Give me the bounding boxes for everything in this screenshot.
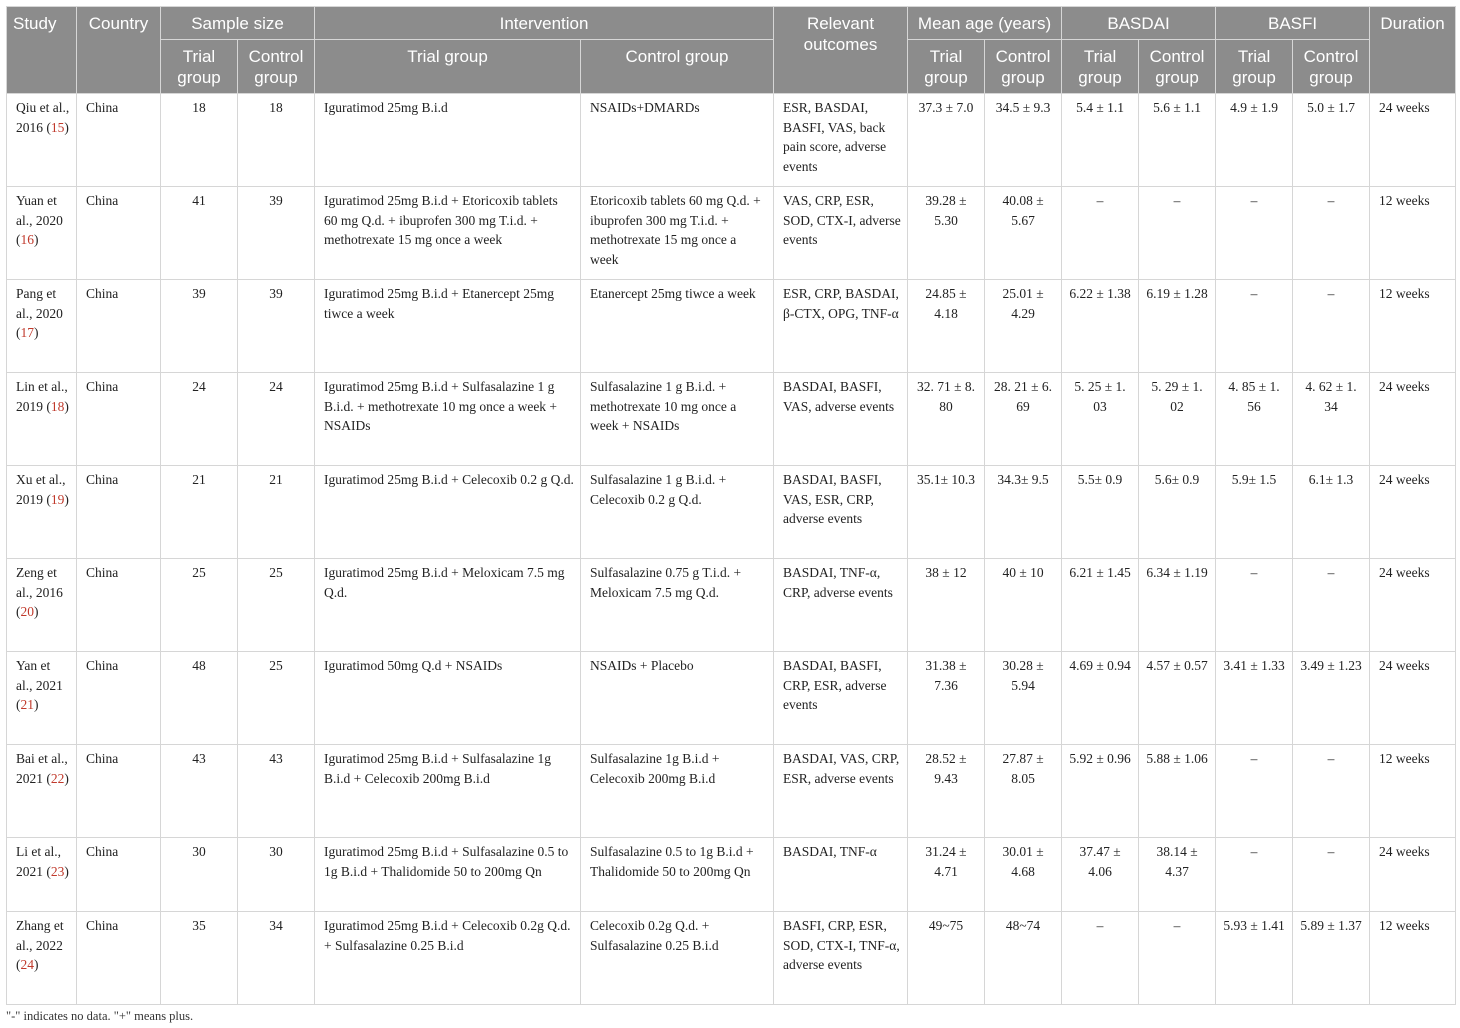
cell-relevant-outcomes: BASDAI, TNF-α, CRP, adverse events: [774, 559, 908, 652]
cell-country: China: [77, 373, 161, 466]
cell-control-intervention: Sulfasalazine 1 g B.i.d. + methotrexate 10 mg once a week + NSAIDs: [581, 373, 774, 466]
header-duration: Duration: [1370, 7, 1456, 94]
cell-country: China: [77, 838, 161, 912]
cell-trial-sample-size: 25: [161, 559, 238, 652]
cell-trial-sample-size: 41: [161, 187, 238, 280]
header-mean-age: Mean age (years): [908, 7, 1062, 40]
cell-study: Bai et al., 2021 (22): [7, 745, 77, 838]
cell-control-intervention: Sulfasalazine 1 g B.i.d. + Celecoxib 0.2 g Q.d.: [581, 466, 774, 559]
reference-link[interactable]: 22: [50, 770, 65, 786]
cell-relevant-outcomes: BASDAI, BASFI, CRP, ESR, adverse events: [774, 652, 908, 745]
header-basdai-trial: Trial group: [1062, 40, 1139, 94]
cell-trial-mean-age: 38 ± 12: [908, 559, 985, 652]
study-name: Zhang et al., 2022: [16, 918, 64, 953]
cell-duration: 24 weeks: [1370, 838, 1456, 912]
cell-trial-sample-size: 24: [161, 373, 238, 466]
table-row: [7, 559, 1456, 652]
header-basdai: BASDAI: [1062, 7, 1216, 40]
cell-trial-intervention: Iguratimod 25mg B.i.d + Sulfasalazine 1 g B.i.d. + methotrexate 10 mg once a week + NSAIDs: [315, 373, 581, 466]
cell-duration: 12 weeks: [1370, 912, 1456, 1005]
cell-trial-intervention: Iguratimod 25mg B.i.d + Meloxicam 7.5 mg Q.d.: [315, 559, 581, 652]
cell-trial-intervention: Iguratimod 25mg B.i.d + Celecoxib 0.2g Q.d. + Sulfasalazine 0.25 B.i.d: [315, 912, 581, 1005]
header-relevant-outcomes: Relevant outcomes: [774, 7, 908, 94]
cell-control-basfi: –: [1293, 280, 1370, 373]
cell-study: Zhang et al., 2022 (24): [7, 912, 77, 1005]
cell-control-mean-age: 40.08 ± 5.67: [985, 187, 1062, 280]
header-country: Country: [77, 7, 161, 94]
cell-trial-mean-age: 32. 71 ± 8. 80: [908, 373, 985, 466]
cell-study: Qiu et al., 2016 (15): [7, 94, 77, 187]
header-intervention: Intervention: [315, 7, 774, 40]
cell-duration: 12 weeks: [1370, 187, 1456, 280]
header-row-2: [7, 40, 1456, 94]
header-intervention-trial: Trial group: [315, 40, 581, 94]
cell-country: China: [77, 652, 161, 745]
cell-control-basdai: 5.88 ± 1.06: [1139, 745, 1216, 838]
cell-control-intervention: Celecoxib 0.2g Q.d. + Sulfasalazine 0.25 B.i.d: [581, 912, 774, 1005]
cell-trial-mean-age: 35.1± 10.3: [908, 466, 985, 559]
cell-control-sample-size: 43: [238, 745, 315, 838]
cell-trial-basdai: –: [1062, 187, 1139, 280]
reference-link[interactable]: 24: [20, 957, 34, 972]
cell-control-sample-size: 24: [238, 373, 315, 466]
cell-trial-basfi: –: [1216, 280, 1293, 373]
cell-control-basdai: 6.19 ± 1.28: [1139, 280, 1216, 373]
header-basfi-trial: Trial group: [1216, 40, 1293, 94]
cell-control-sample-size: 39: [238, 280, 315, 373]
header-basfi-control: Control group: [1293, 40, 1370, 94]
cell-trial-intervention: Iguratimod 25mg B.i.d + Sulfasalazine 1g B.i.d + Celecoxib 200mg B.i.d: [315, 745, 581, 838]
table-container: [6, 6, 1455, 1005]
cell-country: China: [77, 559, 161, 652]
header-basdai-control: Control group: [1139, 40, 1216, 94]
cell-control-intervention: Sulfasalazine 0.75 g T.i.d. + Meloxicam 7.5 mg Q.d.: [581, 559, 774, 652]
cell-control-mean-age: 28. 21 ± 6. 69: [985, 373, 1062, 466]
cell-trial-intervention: Iguratimod 25mg B.i.d + Etoricoxib tablets 60 mg Q.d. + ibuprofen 300 mg T.i.d. + methotrexate 15 mg once a week: [315, 187, 581, 280]
cell-trial-intervention: Iguratimod 50mg Q.d + NSAIDs: [315, 652, 581, 745]
cell-control-sample-size: 39: [238, 187, 315, 280]
cell-relevant-outcomes: ESR, BASDAI, BASFI, VAS, back pain score, adverse events: [774, 94, 908, 187]
cell-study: Lin et al., 2019 (18): [7, 373, 77, 466]
reference-link[interactable]: 23: [50, 863, 65, 879]
cell-control-intervention: NSAIDs + Placebo: [581, 652, 774, 745]
cell-relevant-outcomes: ESR, CRP, BASDAI, β-CTX, OPG, TNF-α: [774, 280, 908, 373]
study-name: Pang et al., 2020: [16, 286, 63, 321]
reference-link[interactable]: 15: [50, 119, 65, 135]
cell-control-mean-age: 25.01 ± 4.29: [985, 280, 1062, 373]
cell-trial-basdai: 5.5± 0.9: [1062, 466, 1139, 559]
study-name: Zeng et al., 2016: [16, 565, 63, 600]
table-row: [7, 652, 1456, 745]
cell-control-mean-age: 48~74: [985, 912, 1062, 1005]
table-row: [7, 373, 1456, 466]
cell-trial-sample-size: 21: [161, 466, 238, 559]
table-row: [7, 94, 1456, 187]
cell-country: China: [77, 745, 161, 838]
cell-control-basdai: 5.6 ± 1.1: [1139, 94, 1216, 187]
header-age-trial: Trial group: [908, 40, 985, 94]
cell-control-intervention: Etoricoxib tablets 60 mg Q.d. + ibuprofen 300 mg T.i.d. + methotrexate 15 mg once a week: [581, 187, 774, 280]
cell-control-intervention: Sulfasalazine 0.5 to 1g B.i.d + Thalidomide 50 to 200mg Qn: [581, 838, 774, 912]
cell-control-sample-size: 25: [238, 559, 315, 652]
reference-link[interactable]: 19: [50, 491, 65, 507]
cell-study: Pang et al., 2020 (17): [7, 280, 77, 373]
cell-trial-mean-age: 37.3 ± 7.0: [908, 94, 985, 187]
cell-control-sample-size: 21: [238, 466, 315, 559]
cell-control-basdai: 5.6± 0.9: [1139, 466, 1216, 559]
cell-trial-basfi: –: [1216, 745, 1293, 838]
cell-duration: 24 weeks: [1370, 94, 1456, 187]
cell-control-mean-age: 27.87 ± 8.05: [985, 745, 1062, 838]
cell-control-basfi: 4. 62 ± 1. 34: [1293, 373, 1370, 466]
cell-trial-sample-size: 39: [161, 280, 238, 373]
cell-trial-intervention: Iguratimod 25mg B.i.d + Celecoxib 0.2 g Q.d.: [315, 466, 581, 559]
reference-link[interactable]: 18: [50, 398, 65, 414]
cell-relevant-outcomes: BASDAI, TNF-α: [774, 838, 908, 912]
cell-control-basdai: –: [1139, 187, 1216, 280]
cell-control-basdai: 5. 29 ± 1. 02: [1139, 373, 1216, 466]
cell-country: China: [77, 466, 161, 559]
table-row: [7, 745, 1456, 838]
header-sample-size: Sample size: [161, 7, 315, 40]
study-name: Yan et al., 2021: [16, 658, 63, 693]
cell-trial-basdai: 37.47 ± 4.06: [1062, 838, 1139, 912]
table-footnote: "-" indicates no data. "+" means plus.: [6, 1009, 194, 1023]
table-row: [7, 838, 1456, 912]
cell-study: Yan et al., 2021 (21): [7, 652, 77, 745]
cell-control-basfi: –: [1293, 838, 1370, 912]
cell-country: China: [77, 280, 161, 373]
cell-control-basdai: –: [1139, 912, 1216, 1005]
cell-trial-mean-age: 28.52 ± 9.43: [908, 745, 985, 838]
cell-trial-sample-size: 35: [161, 912, 238, 1005]
cell-country: China: [77, 94, 161, 187]
cell-study: Yuan et al., 2020 (16): [7, 187, 77, 280]
cell-trial-mean-age: 31.24 ± 4.71: [908, 838, 985, 912]
cell-study: Li et al., 2021 (23): [7, 838, 77, 912]
table-row: [7, 466, 1456, 559]
cell-trial-intervention: Iguratimod 25mg B.i.d + Sulfasalazine 0.5 to 1g B.i.d + Thalidomide 50 to 200mg Qn: [315, 838, 581, 912]
cell-trial-basfi: –: [1216, 559, 1293, 652]
cell-control-basdai: 6.34 ± 1.19: [1139, 559, 1216, 652]
cell-control-sample-size: 34: [238, 912, 315, 1005]
reference-link[interactable]: 17: [20, 325, 34, 340]
cell-control-mean-age: 34.5 ± 9.3: [985, 94, 1062, 187]
cell-trial-basfi: 4.9 ± 1.9: [1216, 94, 1293, 187]
cell-trial-intervention: Iguratimod 25mg B.i.d: [315, 94, 581, 187]
reference-link[interactable]: 20: [20, 604, 34, 619]
cell-control-basdai: 4.57 ± 0.57: [1139, 652, 1216, 745]
cell-trial-mean-age: 31.38 ± 7.36: [908, 652, 985, 745]
header-age-control: Control group: [985, 40, 1062, 94]
cell-trial-basfi: 4. 85 ± 1. 56: [1216, 373, 1293, 466]
cell-trial-basdai: 6.22 ± 1.38: [1062, 280, 1139, 373]
header-basfi: BASFI: [1216, 7, 1370, 40]
cell-control-mean-age: 40 ± 10: [985, 559, 1062, 652]
cell-relevant-outcomes: BASDAI, BASFI, VAS, adverse events: [774, 373, 908, 466]
table-row: [7, 187, 1456, 280]
cell-study: Zeng et al., 2016 (20): [7, 559, 77, 652]
cell-control-basfi: –: [1293, 187, 1370, 280]
header-study: Study: [7, 7, 77, 94]
reference-link[interactable]: 21: [20, 697, 34, 712]
cell-trial-basdai: –: [1062, 912, 1139, 1005]
cell-duration: 12 weeks: [1370, 745, 1456, 838]
cell-duration: 24 weeks: [1370, 559, 1456, 652]
table-header: [7, 7, 1456, 94]
cell-relevant-outcomes: BASDAI, VAS, CRP, ESR, adverse events: [774, 745, 908, 838]
cell-trial-mean-age: 49~75: [908, 912, 985, 1005]
cell-control-intervention: Etanercept 25mg tiwce a week: [581, 280, 774, 373]
cell-control-mean-age: 30.28 ± 5.94: [985, 652, 1062, 745]
study-name: Bai et al., 2021: [16, 751, 68, 786]
cell-trial-intervention: Iguratimod 25mg B.i.d + Etanercept 25mg tiwce a week: [315, 280, 581, 373]
cell-control-intervention: NSAIDs+DMARDs: [581, 94, 774, 187]
cell-study: Xu et al., 2019 (19): [7, 466, 77, 559]
header-sample-trial: Trial group: [161, 40, 238, 94]
cell-trial-basdai: 5. 25 ± 1. 03: [1062, 373, 1139, 466]
cell-duration: 12 weeks: [1370, 280, 1456, 373]
cell-trial-mean-age: 39.28 ± 5.30: [908, 187, 985, 280]
cell-trial-basfi: 5.9± 1.5: [1216, 466, 1293, 559]
cell-trial-sample-size: 43: [161, 745, 238, 838]
cell-relevant-outcomes: VAS, CRP, ESR, SOD, CTX-I, adverse events: [774, 187, 908, 280]
cell-duration: 24 weeks: [1370, 373, 1456, 466]
cell-relevant-outcomes: BASFI, CRP, ESR, SOD, CTX-I, TNF-α, adverse events: [774, 912, 908, 1005]
table-body: [7, 94, 1456, 1005]
cell-control-basfi: –: [1293, 745, 1370, 838]
reference-link[interactable]: 16: [20, 232, 34, 247]
study-characteristics-table: [6, 6, 1456, 1005]
cell-control-basfi: 3.49 ± 1.23: [1293, 652, 1370, 745]
cell-control-sample-size: 25: [238, 652, 315, 745]
cell-country: China: [77, 912, 161, 1005]
table-row: [7, 280, 1456, 373]
cell-control-intervention: Sulfasalazine 1g B.i.d + Celecoxib 200mg B.i.d: [581, 745, 774, 838]
cell-trial-basdai: 5.4 ± 1.1: [1062, 94, 1139, 187]
cell-trial-basfi: –: [1216, 187, 1293, 280]
cell-control-basfi: 5.0 ± 1.7: [1293, 94, 1370, 187]
cell-relevant-outcomes: BASDAI, BASFI, VAS, ESR, CRP, adverse events: [774, 466, 908, 559]
study-name: Qiu et al., 2016: [16, 100, 70, 135]
cell-trial-basdai: 4.69 ± 0.94: [1062, 652, 1139, 745]
cell-trial-mean-age: 24.85 ± 4.18: [908, 280, 985, 373]
header-row-1: [7, 7, 1456, 40]
cell-trial-basfi: 5.93 ± 1.41: [1216, 912, 1293, 1005]
header-intervention-control: Control group: [581, 40, 774, 94]
header-sample-control: Control group: [238, 40, 315, 94]
cell-control-basfi: –: [1293, 559, 1370, 652]
cell-trial-sample-size: 48: [161, 652, 238, 745]
cell-control-sample-size: 30: [238, 838, 315, 912]
study-name: Yuan et al., 2020: [16, 193, 63, 228]
cell-control-sample-size: 18: [238, 94, 315, 187]
cell-trial-basdai: 6.21 ± 1.45: [1062, 559, 1139, 652]
cell-control-mean-age: 34.3± 9.5: [985, 466, 1062, 559]
cell-trial-basdai: 5.92 ± 0.96: [1062, 745, 1139, 838]
cell-duration: 24 weeks: [1370, 652, 1456, 745]
study-name: Lin et al., 2019: [16, 379, 68, 414]
table-row: [7, 912, 1456, 1005]
cell-control-basfi: 6.1± 1.3: [1293, 466, 1370, 559]
cell-control-basfi: 5.89 ± 1.37: [1293, 912, 1370, 1005]
study-name: Xu et al., 2019: [16, 472, 66, 507]
cell-country: China: [77, 187, 161, 280]
cell-trial-basfi: 3.41 ± 1.33: [1216, 652, 1293, 745]
cell-control-mean-age: 30.01 ± 4.68: [985, 838, 1062, 912]
cell-trial-sample-size: 18: [161, 94, 238, 187]
cell-duration: 24 weeks: [1370, 466, 1456, 559]
cell-control-basdai: 38.14 ± 4.37: [1139, 838, 1216, 912]
cell-trial-basfi: –: [1216, 838, 1293, 912]
cell-trial-sample-size: 30: [161, 838, 238, 912]
study-name: Li et al., 2021: [16, 844, 61, 879]
